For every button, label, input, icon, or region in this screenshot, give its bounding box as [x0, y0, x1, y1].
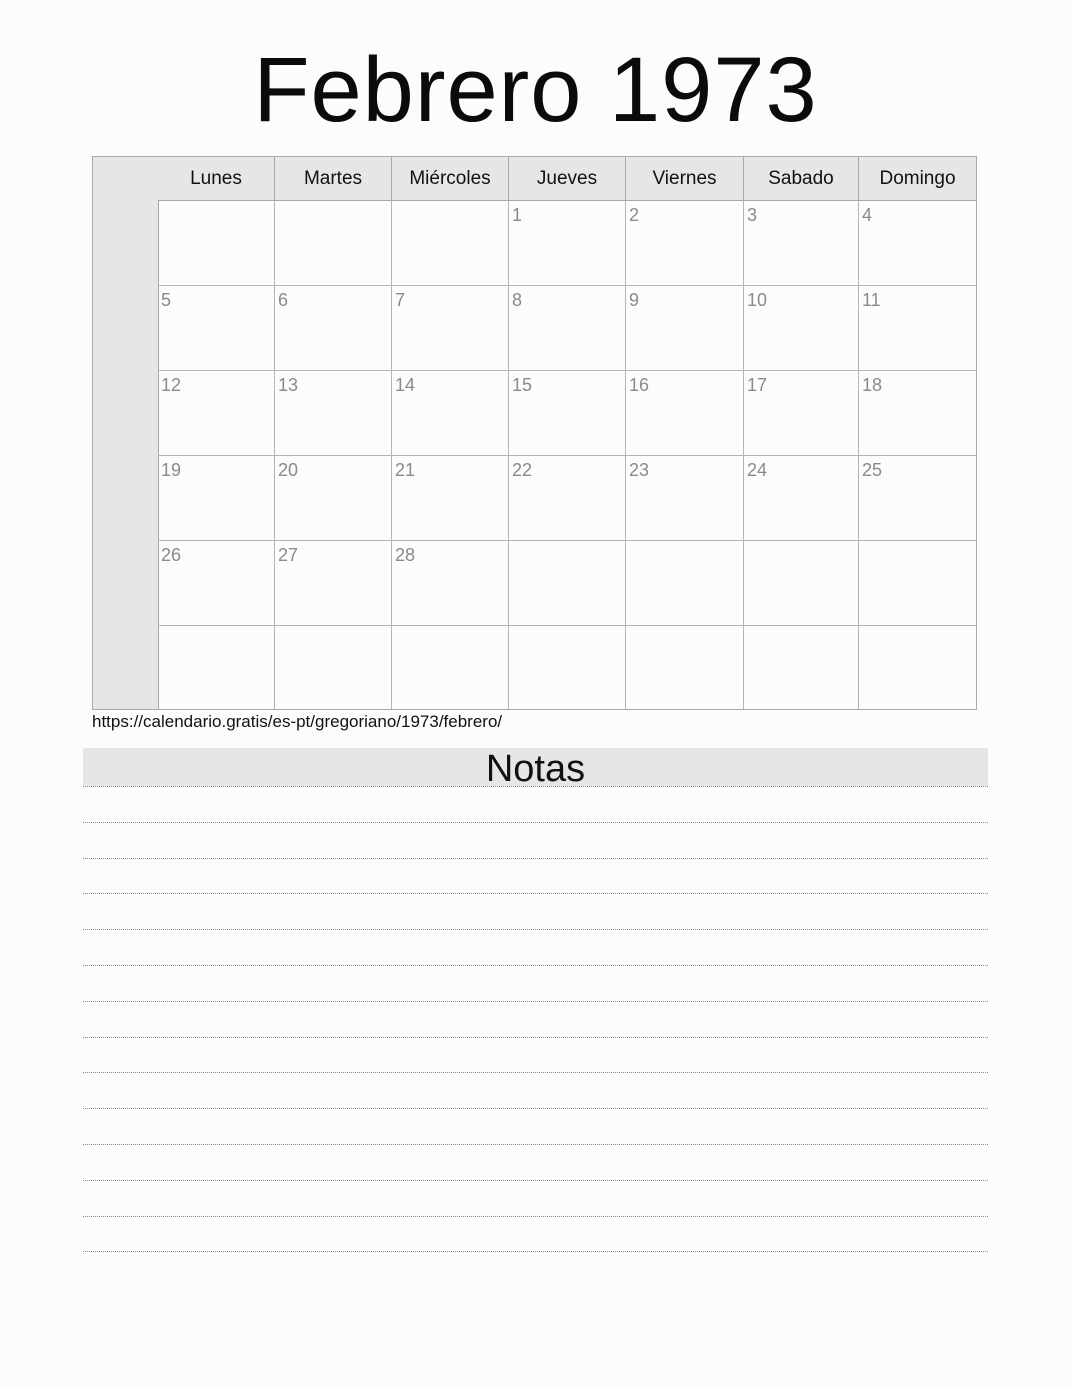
note-line	[83, 1251, 988, 1252]
day-cell	[392, 541, 509, 625]
note-line	[83, 1037, 988, 1038]
day-number: 21	[395, 460, 416, 480]
day-cell	[744, 541, 859, 625]
day-number: 14	[395, 375, 416, 395]
day-number: 19	[161, 460, 182, 480]
day-number: 24	[747, 460, 768, 480]
day-cell	[744, 456, 859, 540]
day-number: 9	[629, 290, 640, 310]
week-row	[158, 626, 976, 709]
day-number: 1	[512, 205, 523, 225]
day-cell	[859, 456, 976, 540]
day-number: 3	[747, 205, 758, 225]
note-line	[83, 893, 988, 894]
day-cell	[158, 286, 275, 370]
weekday-header-3: Jueves	[509, 157, 626, 200]
day-number: 16	[629, 375, 650, 395]
day-number: 6	[278, 290, 289, 310]
day-number: 15	[512, 375, 533, 395]
day-cell	[158, 201, 275, 285]
day-cell	[509, 201, 626, 285]
day-cell	[275, 371, 392, 455]
day-cell	[158, 626, 275, 709]
note-line	[83, 965, 988, 966]
day-cell	[626, 626, 744, 709]
day-number: 23	[629, 460, 650, 480]
day-number: 5	[161, 290, 172, 310]
day-number: 22	[512, 460, 533, 480]
day-cell	[744, 201, 859, 285]
weekday-header-5: Sabado	[744, 157, 859, 200]
week-row	[158, 286, 976, 371]
day-number: 28	[395, 545, 416, 565]
day-cell	[275, 541, 392, 625]
day-number: 7	[395, 290, 406, 310]
day-number: 12	[161, 375, 182, 395]
weekday-header-4: Viernes	[626, 157, 744, 200]
day-number: 8	[512, 290, 523, 310]
day-number: 10	[747, 290, 768, 310]
day-cell	[392, 201, 509, 285]
day-cell	[626, 541, 744, 625]
day-cell	[275, 286, 392, 370]
day-number: 18	[862, 375, 883, 395]
day-cell	[509, 456, 626, 540]
day-cell	[509, 626, 626, 709]
week-row	[158, 541, 976, 626]
day-number: 26	[161, 545, 182, 565]
day-cell	[859, 201, 976, 285]
day-number: 25	[862, 460, 883, 480]
day-cell	[859, 371, 976, 455]
day-cell	[744, 286, 859, 370]
day-number: 11	[862, 290, 881, 310]
day-cell	[158, 456, 275, 540]
note-line	[83, 1001, 988, 1002]
day-cell	[392, 286, 509, 370]
day-number: 20	[278, 460, 299, 480]
weekday-header-2: Miércoles	[392, 157, 509, 200]
weekday-header-6: Domingo	[879, 168, 956, 189]
calendar-weeks	[158, 201, 976, 709]
day-cell	[392, 456, 509, 540]
week-number-column	[93, 157, 159, 709]
day-cell	[392, 371, 509, 455]
day-number: 13	[278, 375, 299, 395]
calendar-grid	[92, 156, 977, 710]
note-line	[83, 1216, 988, 1217]
day-cell	[158, 371, 275, 455]
weekday-header-1: Martes	[275, 157, 392, 200]
day-cell	[275, 201, 392, 285]
weekday-header-row	[158, 157, 976, 201]
day-cell	[859, 626, 976, 709]
day-cell	[626, 371, 744, 455]
day-number: 17	[747, 375, 768, 395]
day-cell	[626, 286, 744, 370]
day-cell	[626, 456, 744, 540]
day-cell	[509, 286, 626, 370]
note-line	[83, 858, 988, 859]
day-cell	[275, 626, 392, 709]
note-line	[83, 1180, 988, 1181]
day-cell	[859, 541, 976, 625]
source-url: https://calendario.gratis/es-pt/gregoriano/1973/febrero/	[92, 712, 503, 731]
day-cell	[275, 456, 392, 540]
day-cell	[158, 541, 275, 625]
week-row	[158, 371, 976, 456]
page-title: Febrero 1973	[253, 39, 818, 141]
weekday-header-0: Lunes	[158, 157, 275, 200]
day-number: 2	[629, 205, 640, 225]
note-line	[83, 786, 988, 787]
note-line	[83, 1144, 988, 1145]
note-line	[83, 1072, 988, 1073]
week-row	[158, 456, 976, 541]
day-cell	[626, 201, 744, 285]
notes-title: Notas	[83, 748, 988, 786]
note-line	[83, 822, 988, 823]
day-cell	[509, 371, 626, 455]
day-cell	[744, 626, 859, 709]
day-number: 27	[278, 545, 299, 565]
day-cell	[744, 371, 859, 455]
week-row	[158, 201, 976, 286]
note-line	[83, 1108, 988, 1109]
day-cell	[859, 286, 976, 370]
day-cell	[392, 626, 509, 709]
day-number: 4	[862, 205, 873, 225]
day-cell	[509, 541, 626, 625]
note-line	[83, 929, 988, 930]
